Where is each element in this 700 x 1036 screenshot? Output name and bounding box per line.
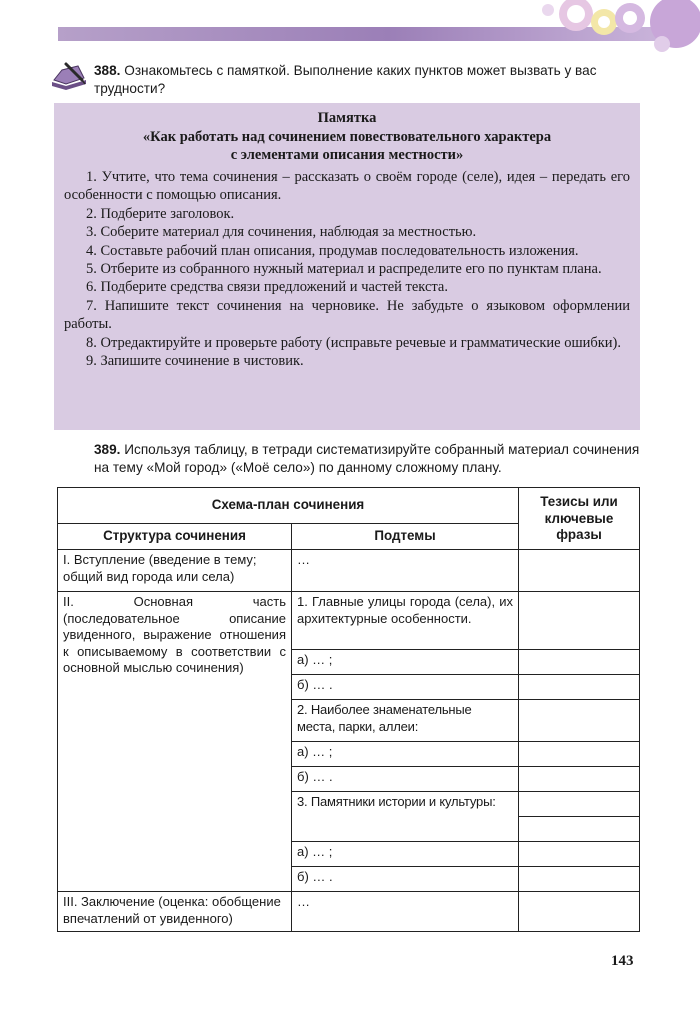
memo-item: 4. Составьте рабочий план описания, продумав последовательность изложения. (86, 242, 579, 259)
page-number: 143 (611, 953, 634, 969)
table-row (58, 550, 640, 592)
exercise-text: Ознакомьтесь с памяткой. Выполнение каких пунктов может вызвать у вас трудности? (94, 63, 597, 96)
subtopic-3a: а) … ; (292, 842, 519, 867)
subtopic-1a: а) … ; (292, 650, 519, 675)
memo-item: 5. Отберите из собранного нужный материал и распределите его по пунктам плана. (86, 261, 602, 278)
exercise-number: 389. (94, 442, 121, 457)
header-theses: Тезисы или ключевые фразы (519, 488, 640, 550)
table-row (58, 892, 640, 932)
memo-header (54, 109, 640, 165)
header-plan: Схема-план сочинения (58, 488, 519, 524)
memo-item: 3. Соберите материал для сочинения, наблюдая за местностью. (86, 224, 477, 241)
exercise-text: Используя таблицу, в тетради систематизируйте собранный материал сочинения на тему «Мой город» («Моё село») по данному сложному плану. (94, 442, 640, 475)
memo-subtitle-line1: «Как работать над сочинением повествовательного характера (142, 128, 552, 145)
theses-cell (519, 675, 640, 700)
theses-cell (519, 650, 640, 675)
table-row (58, 592, 640, 650)
memo-item: 6. Подберите средства связи предложений и частей текста. (86, 279, 448, 296)
memo-item: 2. Подберите заголовок. (86, 205, 235, 222)
conclusion-subtopic: … (292, 892, 519, 932)
subtopic-1b: б) … . (292, 675, 519, 700)
theses-cell (519, 867, 640, 892)
memo-item: 8. Отредактируйте и проверьте работу (исправьте речевые и грамматические ошибки). (86, 334, 622, 351)
memo-item: 7. Напишите текст сочинения на черновике. Не забудьте о языковом оформлении работы. (64, 297, 630, 333)
decorative-circles (0, 0, 700, 60)
main-part-cell: II. Основная часть (последовательное описание увиденного, выражение отношения к описываемому в соответствии с основной мыслью сочинения) (58, 592, 292, 892)
memo-item: 1. Учтите, что тема сочинения – рассказать о своём городе (селе), идея – передать его особенности с помощью описания. (64, 169, 630, 204)
subtopic-2b: б) … . (292, 767, 519, 792)
exercise-number: 388. (94, 63, 121, 78)
header-subtopics: Подтемы (292, 524, 519, 550)
theses-cell (519, 592, 640, 650)
subtopic-2a: а) … ; (292, 742, 519, 767)
writing-task-icon (48, 60, 90, 90)
conclusion-cell: III. Заключение (оценка: обобщение впечатлений от увиденного) (58, 892, 292, 932)
subtopic-3: 3. Памятники истории и культуры: (292, 792, 519, 842)
theses-cell (519, 550, 640, 592)
subtopic-2: 2. Наиболее знаменательные места, парки, аллеи: (292, 700, 519, 742)
memo-box (54, 103, 640, 430)
theses-cell (519, 742, 640, 767)
theses-cell (519, 700, 640, 742)
header-structure: Структура сочинения (58, 524, 292, 550)
theses-cell (519, 792, 640, 842)
intro-cell: I. Вступление (введение в тему; общий вид города или села) (58, 550, 292, 592)
subtopic-3b: б) … . (292, 867, 519, 892)
exercise-388 (94, 62, 642, 98)
theses-cell (519, 892, 640, 932)
memo-list (64, 168, 630, 370)
memo-title: Памятка (317, 110, 377, 126)
memo-subtitle-line2: с элементами описания местности» (230, 147, 464, 163)
table-header-row (58, 488, 640, 524)
memo-item: 9. Запишите сочинение в чистовик. (86, 353, 304, 370)
theses-cell (519, 842, 640, 867)
subtopic-1: 1. Главные улицы города (села), их архитектурные особенности. (292, 592, 519, 650)
theses-cell (519, 767, 640, 792)
essay-plan-table (57, 487, 640, 932)
intro-subtopic: … (292, 550, 519, 592)
exercise-389 (94, 441, 640, 477)
